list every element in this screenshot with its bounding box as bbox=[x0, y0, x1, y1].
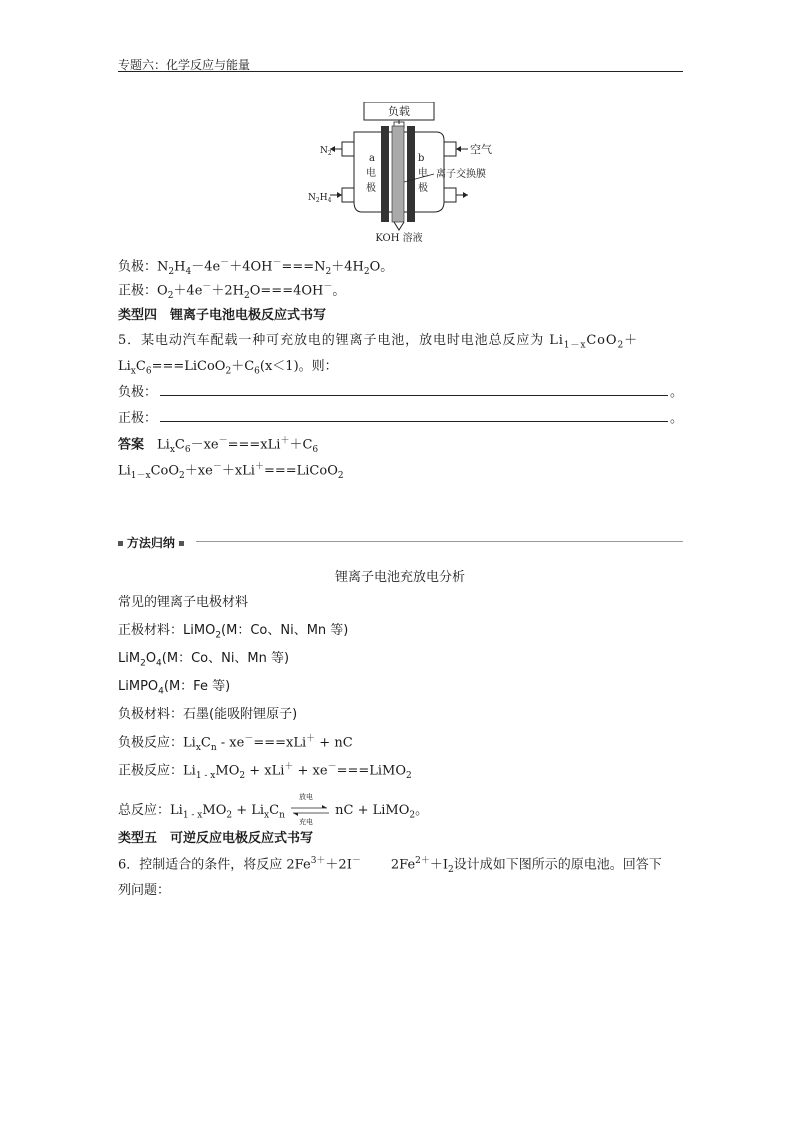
electrode-b-dian: 电 bbox=[418, 168, 428, 179]
reversible-arrow-icon: 放电 充电 bbox=[289, 804, 331, 818]
method-l4: LiMPO$_4$(M：Fe 等) bbox=[118, 679, 231, 697]
q5-negative-period: 。 bbox=[670, 385, 684, 400]
method-l6: 负极反应：$Li_xC_n - xe^-===xLi^+$ + nC bbox=[118, 734, 353, 753]
type4-heading: 类型四 锂离子电池电极反应式书写 bbox=[118, 308, 327, 323]
q5-answer-line1: 答案 $Li_xC_6-xe^-===xLi^++C_6$ bbox=[118, 436, 319, 455]
air-label: 空气 bbox=[470, 143, 492, 156]
q6-line2: 列问题： bbox=[118, 883, 171, 898]
method-l1: 常见的锂离子电极材料 bbox=[118, 595, 249, 610]
q5-negative-label: 负极： bbox=[118, 385, 158, 400]
q5-positive-period: 。 bbox=[670, 411, 684, 426]
method-l7: 正极反应：$Li_{1 - x}MO_2 + xLi^+$ + xe－===LiMO$_2$ bbox=[118, 762, 412, 781]
q5-positive-blank[interactable] bbox=[160, 421, 668, 422]
n2h4-label: $N_2H_4$ bbox=[308, 193, 332, 204]
q5-negative-blank[interactable] bbox=[160, 395, 668, 396]
n2-label: $N_2$ bbox=[320, 146, 332, 157]
q5-positive-label: 正极： bbox=[118, 411, 158, 426]
electrode-a-dian: 电 bbox=[366, 168, 376, 179]
electrode-b-label: b bbox=[418, 153, 425, 164]
q4-negative-equation: 负极：$N_2H_4-4e^-+4OH^-===N_2+4H_2O$。 bbox=[118, 258, 394, 277]
method-tag: 方法归纳 bbox=[118, 534, 184, 551]
method-l2: 正极材料：LiMO$_2$(M：Co、Ni、Mn 等) bbox=[118, 623, 349, 641]
electrode-a-ji: 极 bbox=[366, 183, 376, 194]
q5-line1: 5．某电动汽车配载一种可充放电的锂离子电池，放电时电池总反应为 $Li_{1-x}CoO_2+$ bbox=[118, 333, 638, 351]
q4-positive-equation: 正极：$O_2+4e^-+2H_2O===4OH^-$。 bbox=[118, 282, 346, 301]
membrane-label: 离子交换膜 bbox=[436, 169, 486, 180]
q5-answer-line2: $Li_{1-x}CoO_2+xe^-+xLi^+===LiCoO_2$ bbox=[118, 462, 344, 481]
method-rule bbox=[196, 541, 683, 542]
electrode-a-label: a bbox=[369, 153, 375, 164]
electrode-b-ji: 极 bbox=[418, 183, 428, 194]
q5-line2: $Li_xC_6===LiCoO_2+C_6(x<1)$。则： bbox=[118, 359, 338, 377]
method-title: 锂离子电池充放电分析 bbox=[334, 570, 465, 585]
square-bullet-icon bbox=[179, 541, 184, 546]
header-rule bbox=[118, 71, 683, 72]
square-bullet-icon bbox=[118, 541, 123, 546]
type5-heading: 类型五 可逆反应电极反应式书写 bbox=[118, 831, 314, 846]
fuel-cell-diagram bbox=[306, 102, 506, 242]
method-l8: 总反应：$Li_{1 - x}MO_2 + Li_xC_n$ 放电 充电 nC + LiMO$_2$。 bbox=[118, 792, 429, 826]
header-title: 专题六：化学反应与能量 bbox=[118, 58, 251, 72]
q6-line1: 6．控制适合的条件，将反应 $2Fe^{3+}+2I^-$ $2Fe^{2+}+I_2$设计成如下图所示的原电池。回答下 bbox=[118, 856, 662, 875]
method-l3: $LiM_2O_4(M$：Co、Ni、Mn 等) bbox=[118, 651, 290, 669]
method-l5: 负极材料：石墨(能吸附锂原子) bbox=[118, 707, 298, 722]
koh-label: KOH 溶液 bbox=[375, 233, 423, 242]
load-label: 负载 bbox=[388, 105, 410, 118]
